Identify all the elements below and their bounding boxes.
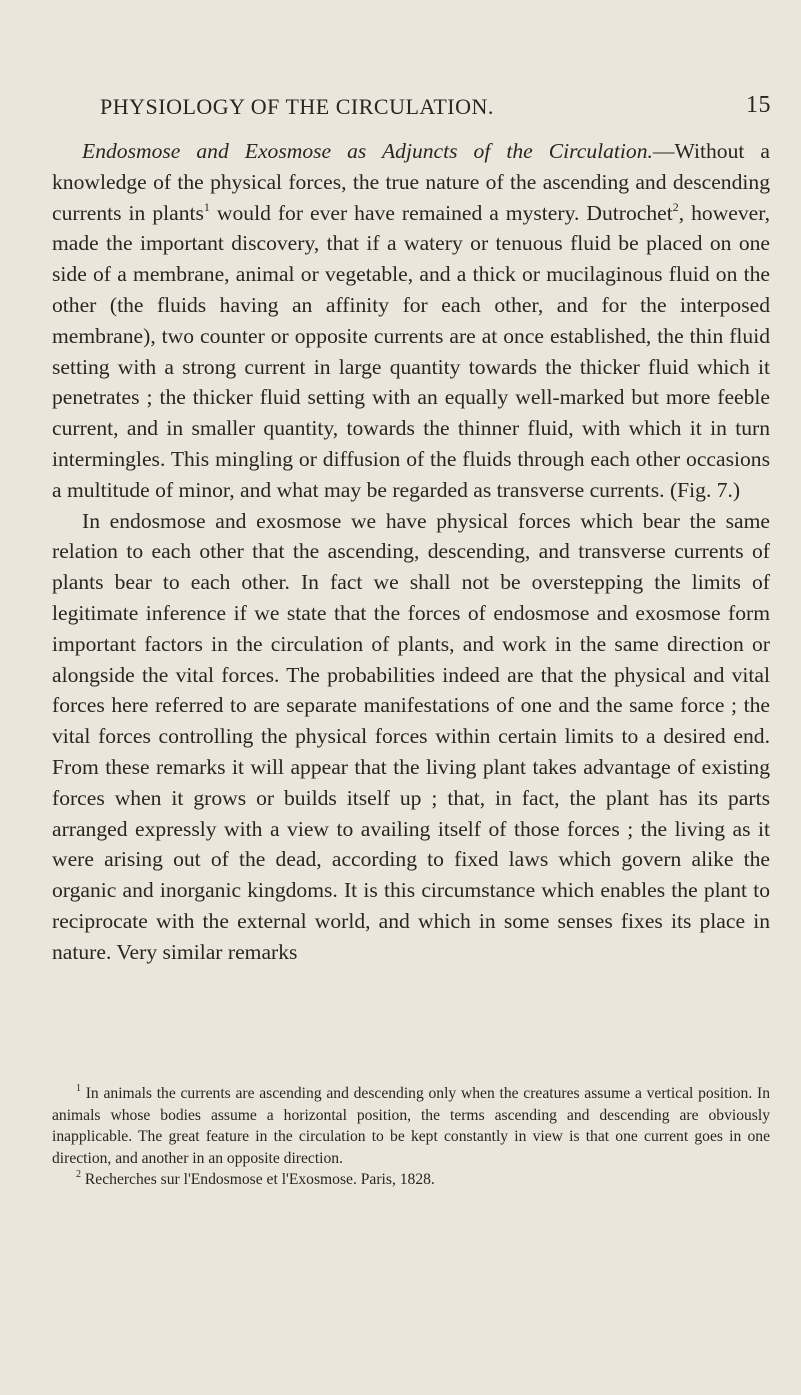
paragraph-1-part-2: would for ever have remained a mystery. Dutrochet xyxy=(209,200,673,225)
running-head xyxy=(100,94,771,124)
page-number: 15 xyxy=(746,92,771,118)
footnote-ref-2: 2 xyxy=(672,199,679,214)
footnote-mark-1: 1 xyxy=(76,1083,81,1094)
footnote-2 xyxy=(52,1169,770,1191)
paragraph-2: In endosmose and exosmose we have physical forces which bear the same relation to each other that the ascending, descending, and transverse currents of plants bear to each other. In fact we shall not be overstepping the limits of legitimate inference if we state that the forces of endosmose and exosmose form important factors in the circulation of plants, and work in the same direction or alongside the vital forces. The probabilities indeed are that the physical and vital forces here referred to are separate manifestations of one and the same force ; the vital forces controlling the physical forces within certain limits to a desired end. From these remarks it will appear that the living plant takes advantage of existing forces when it grows or builds itself up ; that, in fact, the plant has its parts arranged expressly with a view to availing itself of those forces ; the living as it were arising out of the dead, according to fixed laws which govern alike the organic and inorganic kingdoms. It is this circumstance which enables the plant to reciprocate with the external world, and which in some senses fixes its place in nature. Very similar remarks xyxy=(52,508,770,964)
footnote-text-2: Recherches sur l'Endosmose et l'Exosmose. Paris, 1828. xyxy=(81,1171,435,1188)
heading-dash: — xyxy=(652,139,675,163)
footnote-1 xyxy=(52,1083,770,1169)
paragraph-1-part-1: Without a knowledge of the physical forces, the true nature of the ascending and descending currents in plants xyxy=(52,139,770,225)
paragraph-1 xyxy=(52,136,770,506)
body-text xyxy=(52,136,770,968)
footnote-ref-1: 1 xyxy=(203,199,210,214)
running-title: PHYSIOLOGY OF THE CIRCULATION. xyxy=(100,94,494,119)
footnotes xyxy=(52,1083,770,1191)
footnote-mark-2: 2 xyxy=(76,1169,81,1180)
footnote-text-1: In animals the currents are ascending and descending only when the creatures assume a vertical position. In animals whose bodies assume a horizontal position, the terms ascending and descending are obviously inapplicable. The great feature in the circulation to be kept constantly in view is that one current goes in one direction, and another in an opposite direction. xyxy=(52,1085,770,1167)
section-heading: Endosmose and Exosmose as Adjuncts of the Circulation. xyxy=(82,139,653,163)
paragraph-1-part-3: , however, made the important discovery, that if a watery or tenuous fluid be placed on one side of a membrane, animal or vegetable, and a thick or mucilaginous fluid on the other (the fluids having an affinity for each other, and for the interposed membrane), two counter or opposite currents are at once established, the thin fluid setting with a strong current in large quantity towards the thicker fluid which it penetrates ; the thicker fluid setting with an equally well-marked but more feeble current, and in smaller quantity, towards the thinner fluid, with which it in turn intermingles. This mingling or diffusion of the fluids through each other occasions a multitude of minor, and what may be regarded as transverse currents. (Fig. 7.) xyxy=(52,200,770,502)
